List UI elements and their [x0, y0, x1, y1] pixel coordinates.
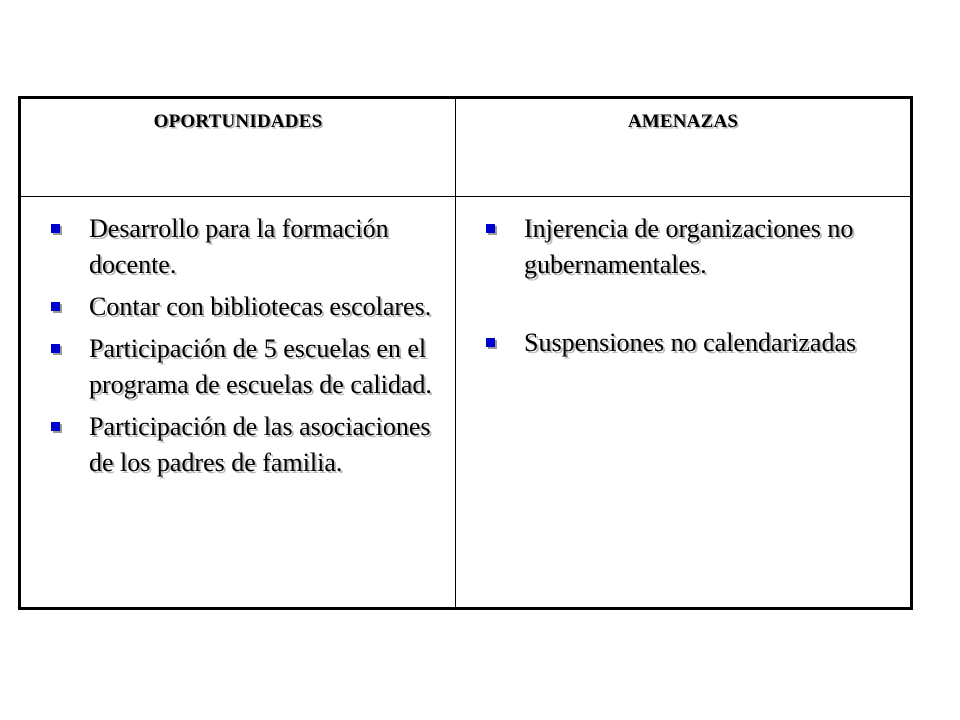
list-item-text: Injerencia de organizaciones no gubernamentales.	[524, 214, 854, 279]
amenazas-list	[468, 211, 896, 361]
list-item-text: Participación de las asociaciones de los padres de familia.	[89, 412, 431, 477]
oportunidades-cell	[21, 197, 456, 607]
square-bullet-icon	[51, 422, 60, 431]
header-oportunidades: OPORTUNIDADES	[153, 111, 323, 132]
square-bullet-icon	[51, 224, 60, 233]
list-item	[33, 331, 441, 403]
list-item	[468, 325, 896, 361]
oportunidades-list	[33, 211, 441, 481]
square-bullet-icon	[486, 224, 495, 233]
amenazas-cell	[456, 197, 910, 607]
list-item	[468, 211, 896, 283]
header-oportunidades-cell	[21, 99, 456, 197]
list-item-text: Contar con bibliotecas escolares.	[89, 292, 432, 321]
square-bullet-icon	[486, 338, 495, 347]
list-item-text: Suspensiones no calendarizadas	[524, 328, 857, 357]
list-item-text: Desarrollo para la formación docente.	[89, 214, 389, 279]
list-item	[33, 289, 441, 325]
list-item-text: Participación de 5 escuelas en el programa de escuelas de calidad.	[89, 334, 432, 399]
square-bullet-icon	[51, 344, 60, 353]
list-item	[33, 409, 441, 481]
header-amenazas: AMENAZAS	[627, 111, 739, 132]
header-amenazas-cell	[456, 99, 910, 197]
square-bullet-icon	[51, 302, 60, 311]
list-item	[33, 211, 441, 283]
swot-table	[18, 96, 913, 610]
